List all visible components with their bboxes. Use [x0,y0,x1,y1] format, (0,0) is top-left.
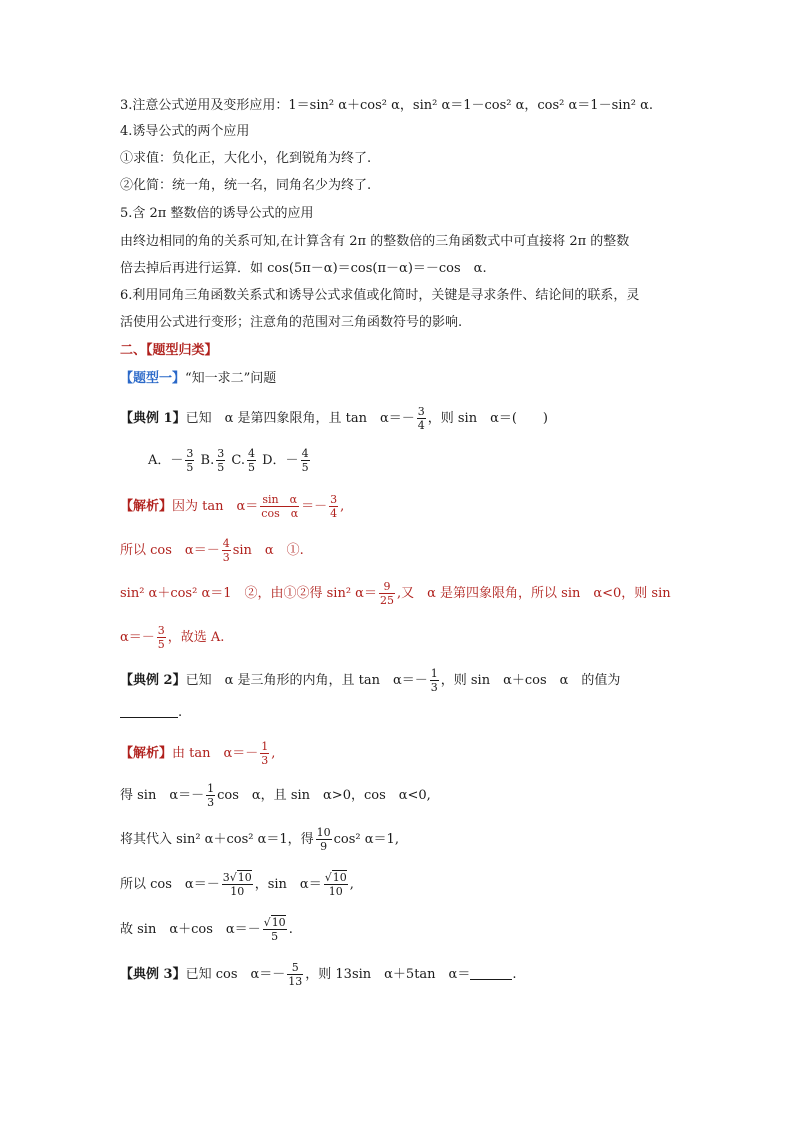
answer-blank [470,967,512,980]
example1-solution-4 [120,625,224,650]
option-b-fraction [216,448,225,473]
review-item-6-text-2: 活使用公式进行变形；注意角的范围对三角函数符号的影响. [120,315,463,330]
fraction-numerator: 3√10 [222,871,252,884]
example1-options [148,448,312,473]
fraction-denominator: 5 [271,930,279,943]
sol-text: , [340,499,345,514]
example1-label: 【典例 1】 [120,411,186,426]
sol-text: 所以 cos α＝－ [120,877,220,892]
radicand: 10 [332,871,347,884]
sol-fraction [329,494,338,519]
option-d-fraction [301,448,310,473]
example2-answer-line [120,705,182,721]
sol-text: , [271,746,276,761]
fraction-denominator: 3 [261,754,269,767]
review-item-3: 3.注意公式逆用及变形应用：1＝sin² α＋cos² α，sin² α＝1－cos² α，cos² α＝1－sin² α. [120,98,654,113]
sol-text: 因为 tan α＝ [172,499,259,514]
sol-text: 得 sin α＝－ [120,788,205,803]
fraction-denominator: 13 [288,975,303,988]
sol-text: ,又 α 是第四象限角，所以 sin α<0，则 sin [396,586,671,601]
fraction-denominator: 4 [330,507,338,520]
sol-fraction [316,827,332,852]
fraction-numerator: 3 [157,624,165,637]
sol-fraction [260,741,269,766]
example1-solution-1 [120,494,344,519]
option-c-fraction [247,448,256,473]
sol-text: 所以 cos α＝－ [120,543,220,558]
sol-fraction [324,872,348,897]
fraction-numerator: 3 [330,493,338,506]
fraction-denominator: 5 [247,461,255,474]
fraction-numerator: 1 [430,667,438,680]
fraction-denominator: 3 [430,681,438,694]
example1-solution-3 [120,581,671,606]
sin-over-cos-fraction [260,494,299,519]
review-item-5-title: 5.含 2π 整数倍的诱导公式的应用 [120,206,314,221]
fraction-denominator: 5 [157,638,165,651]
section-heading-title: 【题型归类】 [146,343,218,358]
review-item-4b: ②化简：统一角，统一名，同角名少为终了. [120,178,372,193]
example2-label: 【典例 2】 [120,673,186,688]
coefficient: 3 [222,871,230,884]
fraction-numerator: 3 [417,405,425,418]
sol-text: ＝－ [301,499,328,514]
fraction-denominator: 4 [417,419,425,432]
radicand: 10 [271,916,286,929]
fraction-numerator: 3 [186,447,194,460]
example2-solution-label: 【解析】 [120,746,173,761]
example2-solution-4 [120,872,354,897]
sol-text: 将其代入 sin² α＋cos² α＝1，得 [120,832,314,847]
fraction-denominator: 3 [222,551,230,564]
review-item-5-text-1: 由终边相同的角的关系可知,在计算含有 2π 的整数倍的三角函数式中可直接将 2π 的整数 [120,234,630,249]
sol-text: α＝－ [120,630,155,645]
fraction-numerator: 1 [207,782,215,795]
option-c-prefix: C. [231,453,245,468]
sol-text: , [349,877,354,892]
fraction-denominator: cos α [261,507,299,520]
option-d-prefix: D．－ [262,453,299,468]
fraction-denominator: 3 [207,796,215,809]
sol-text: ，sin α＝ [254,877,322,892]
answer-blank [120,705,178,718]
example3-label: 【典例 3】 [120,967,186,982]
review-item-4-title: 4.诱导公式的两个应用 [120,124,250,139]
fraction-numerator: √10 [263,916,286,929]
sol-fraction [379,581,395,606]
section-heading [120,343,218,359]
option-a-fraction [185,448,194,473]
example2-solution-3 [120,827,399,852]
section-heading-prefix: 二、 [120,343,147,358]
fraction-numerator: 4 [222,537,230,550]
sol-text: sin² α＋cos² α＝1 ②，由①②得 sin² α＝ [120,586,377,601]
example1-solution-2 [120,538,304,563]
fraction-numerator: sin α [260,494,299,507]
fraction-denominator: 5 [186,461,194,474]
type1-label: 【题型一】 [120,371,186,386]
fraction-denominator: 25 [379,594,394,607]
example1-q-prefix: 已知 α 是第四象限角，且 tan α＝－ [185,411,415,426]
example2-q-suffix: ，则 sin α＋cos α 的值为 [440,673,621,688]
sol-text: cos α，且 sin α>0，cos α<0, [217,788,431,803]
type1-title: “知一求二”问题 [185,371,277,386]
example1-solution-label: 【解析】 [120,499,173,514]
fraction-numerator: 9 [379,581,395,594]
fraction-denominator: 5 [301,461,309,474]
example3-question [120,962,516,987]
fraction-denominator: 10 [328,885,343,898]
sol-fraction [206,783,215,808]
example2-question [120,668,620,693]
fraction-numerator: 10 [316,826,331,839]
review-item-4a: ①求值：负化正，大化小，化到锐角为终了. [120,151,372,166]
period: . [178,705,183,720]
sol-fraction [222,872,253,897]
example1-q-fraction [417,406,426,431]
review-item-5-text-2: 倍去掉后再进行运算．如 cos(5π－α)＝cos(π－α)＝－cos α. [120,261,487,276]
sol-fraction [222,538,231,563]
fraction-numerator: 4 [247,447,255,460]
sol-text: sin α ①. [232,543,304,558]
example3-q-prefix: 已知 cos α＝－ [185,967,286,982]
sol-text: . [288,922,293,937]
example3-q-fraction [287,962,303,987]
period: . [512,967,517,982]
option-b-prefix: B. [200,453,215,468]
fraction-numerator: 3 [217,447,225,460]
sol-text: 故 sin α＋cos α＝－ [120,922,261,937]
radicand: 10 [237,871,252,884]
sol-text: ，故选 A. [167,630,225,645]
sol-text: cos² α＝1, [333,832,399,847]
fraction-denominator: 10 [230,885,245,898]
fraction-numerator: 1 [261,740,269,753]
fraction-numerator: 5 [287,962,303,975]
option-a-prefix: A．－ [148,453,184,468]
review-item-6-text-1: 6.利用同角三角函数关系式和诱导公式求值或化简时，关键是寻求条件、结论间的联系，灵 [120,288,640,303]
fraction-denominator: 5 [217,461,225,474]
sol-text: 由 tan α＝－ [172,746,259,761]
type1-heading [120,371,276,387]
sol-fraction [263,917,287,942]
sol-fraction [157,625,166,650]
example2-q-fraction [430,668,439,693]
example2-q-prefix: 已知 α 是三角形的内角，且 tan α＝－ [185,673,428,688]
example1-question [120,406,548,431]
example2-solution-2 [120,783,431,808]
fraction-denominator: 9 [320,840,328,853]
example3-q-suffix: ，则 13sin α＋5tan α＝ [305,967,471,982]
example2-solution-1 [120,741,275,766]
fraction-numerator: 4 [301,447,309,460]
fraction-numerator: √10 [324,871,347,884]
example1-q-suffix: ，则 sin α＝( ) [427,411,549,426]
example2-solution-5 [120,917,293,942]
